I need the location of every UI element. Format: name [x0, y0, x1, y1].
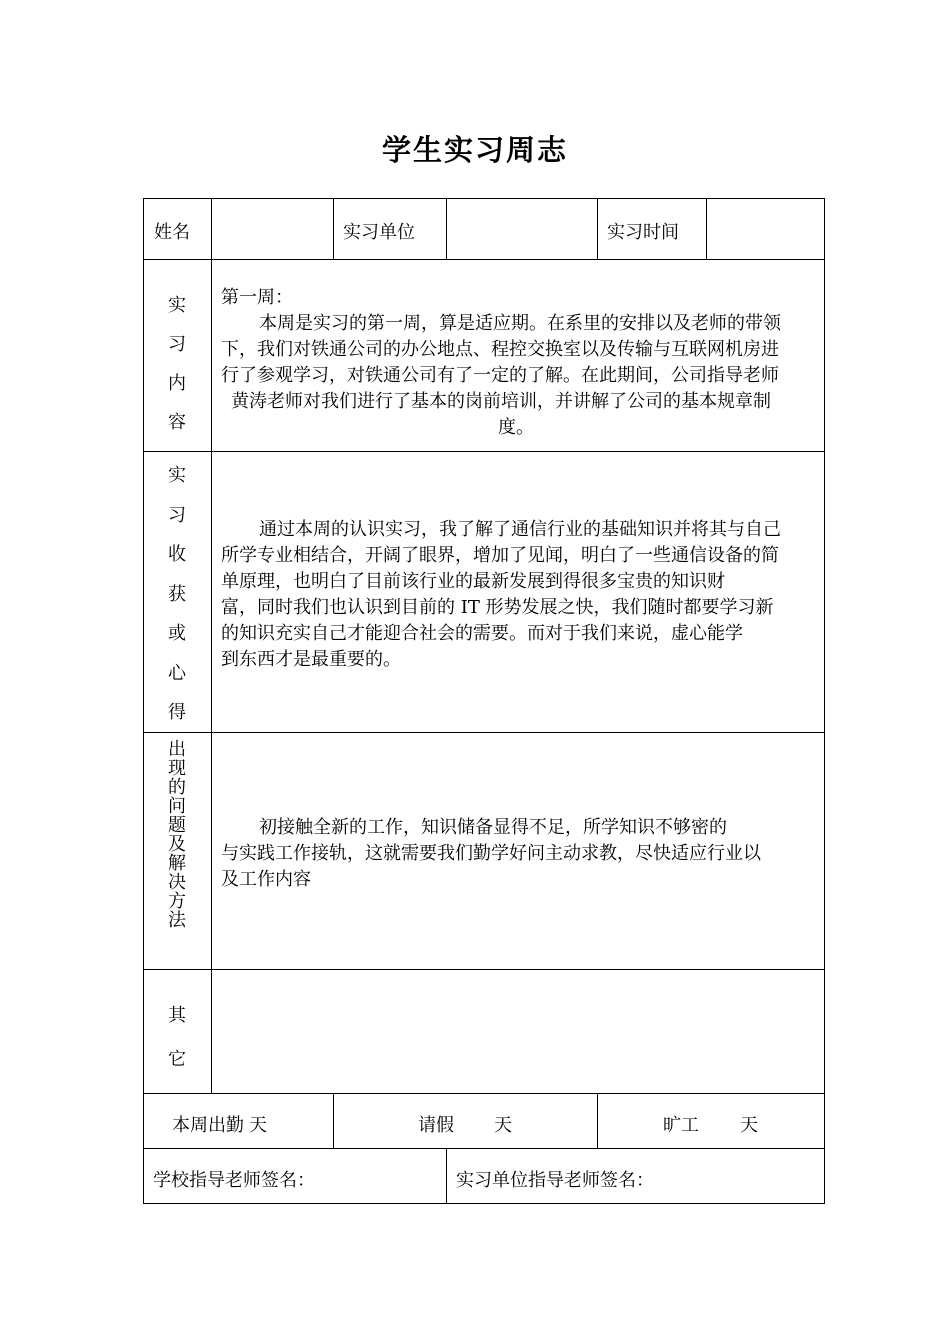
company-teacher-signature: 实习单位指导老师签名：	[456, 1170, 654, 1191]
label-char: 解	[168, 853, 186, 874]
problems-label	[143, 740, 211, 930]
table-border-right	[824, 198, 825, 1204]
content-line: 行了参观学习，对铁通公司有了一定的了解。在此期间，公司指导老师	[221, 365, 779, 386]
content-text	[221, 285, 821, 441]
content-line: 下，我们对铁通公司的办公地点、程控交换室以及传输与互联网机房进	[221, 339, 779, 360]
unit-label: 实习单位	[343, 222, 415, 243]
present-unit: 天	[249, 1115, 267, 1136]
label-char: 问	[168, 796, 186, 817]
content-heading: 第一周：	[221, 287, 293, 308]
content-line: 本周是实习的第一周，算是适应期。在系里的安排以及老师的带领	[259, 313, 781, 334]
gains-line: 的知识充实自己才能迎合社会的需要。而对于我们来说，虚心能学	[221, 623, 743, 644]
row-divider	[143, 969, 825, 970]
gains-line: 富，同时我们也认识到目前的 IT 形势发展之快，我们随时都要学习新	[221, 597, 774, 618]
label-char: 决	[168, 872, 186, 893]
row-divider	[143, 732, 825, 733]
other-label	[143, 994, 211, 1082]
label-char: 或	[168, 623, 186, 644]
row-divider	[143, 451, 825, 452]
label-char: 实	[168, 465, 186, 486]
leave-unit: 天	[494, 1115, 512, 1136]
label-char: 收	[168, 544, 186, 565]
label-char: 及	[168, 834, 186, 855]
col-divider	[597, 198, 598, 260]
content-line: 度。	[498, 417, 534, 438]
label-char: 内	[168, 373, 186, 394]
page-title: 学生实习周志	[381, 133, 568, 167]
row-divider	[143, 1093, 825, 1094]
label-char: 其	[168, 1005, 186, 1026]
content-line: 黄涛老师对我们进行了基本的岗前培训，并讲解了公司的基本规章制	[231, 391, 771, 412]
gains-text	[221, 517, 821, 673]
col-divider	[446, 198, 447, 260]
name-label: 姓名	[154, 222, 190, 243]
gains-line: 所学专业相结合，开阔了眼界，增加了见闻，明白了一些通信设备的简	[221, 545, 779, 566]
leave-label: 请假	[418, 1115, 454, 1136]
col-divider	[333, 1093, 334, 1149]
gains-line: 到东西才是最重要的。	[221, 649, 401, 670]
school-teacher-signature: 学校指导老师签名：	[153, 1170, 315, 1191]
label-char: 获	[168, 583, 186, 605]
problems-line: 初接触全新的工作，知识储备显得不足，所学知识不够密的	[259, 817, 727, 838]
label-char: 法	[168, 910, 186, 931]
time-label: 实习时间	[607, 222, 679, 243]
problems-line: 及工作内容	[221, 869, 311, 890]
col-divider	[333, 198, 334, 260]
label-char: 习	[168, 504, 186, 526]
gains-label	[143, 456, 211, 733]
table-border-bottom	[143, 1203, 825, 1204]
label-char: 题	[168, 815, 186, 836]
gains-line: 单原理，也明白了目前该行业的最新发展到得很多宝贵的知识财	[221, 571, 725, 592]
col-divider	[706, 198, 707, 260]
weekly-log-table	[143, 198, 825, 1204]
label-char: 得	[168, 702, 186, 723]
gains-line: 通过本周的认识实习，我了解了通信行业的基础知识并将其与自己	[259, 519, 781, 540]
label-char: 方	[168, 891, 186, 912]
label-char: 它	[168, 1049, 186, 1070]
present-label: 本周出勤	[172, 1115, 244, 1136]
label-char: 容	[168, 412, 186, 433]
label-char: 实	[168, 295, 186, 316]
table-border-top	[143, 198, 825, 199]
absent-label: 旷工	[663, 1115, 699, 1136]
col-divider	[211, 198, 212, 260]
label-char: 的	[168, 777, 186, 798]
row-divider	[143, 259, 825, 260]
problems-text	[221, 815, 821, 893]
label-char: 心	[168, 662, 186, 684]
col-divider	[597, 1093, 598, 1149]
content-label	[143, 286, 211, 442]
label-col-divider	[211, 259, 212, 1094]
label-char: 出	[168, 739, 186, 760]
absent-unit: 天	[740, 1115, 758, 1136]
col-divider	[446, 1148, 447, 1204]
row-divider	[143, 1148, 825, 1149]
problems-line: 与实践工作接轨，这就需要我们勤学好问主动求教，尽快适应行业以	[221, 843, 761, 864]
label-char: 习	[168, 334, 186, 355]
label-char: 现	[168, 758, 186, 779]
